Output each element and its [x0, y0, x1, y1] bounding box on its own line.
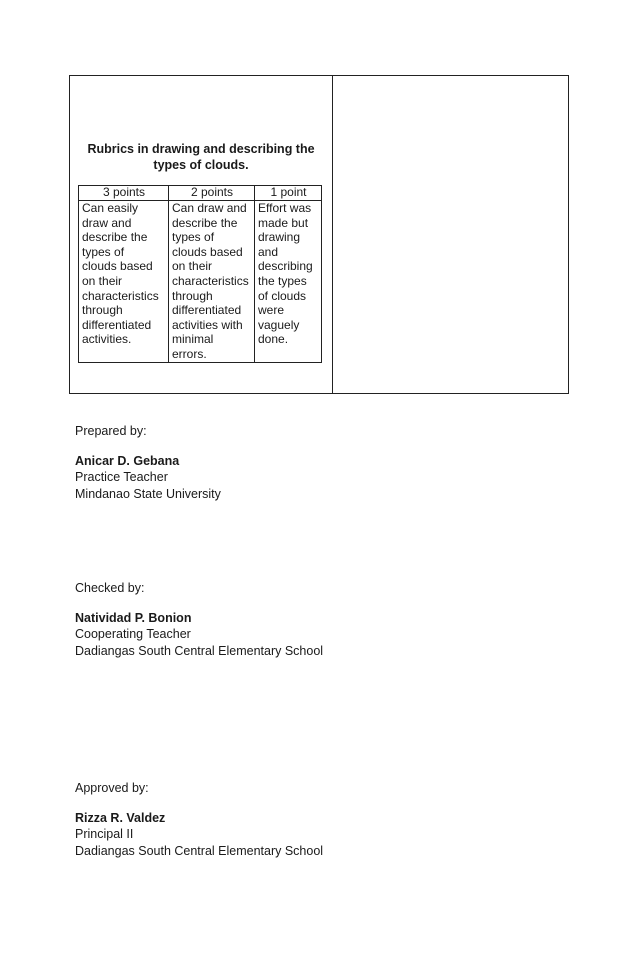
rubric-header-3-points: 3 points: [79, 186, 169, 201]
rubric-cell-line: Can draw and: [172, 201, 247, 215]
rubric-cell-line: characteristics: [82, 288, 159, 303]
prepared-by-heading: Prepared by:: [75, 424, 147, 438]
rubric-cell-line: clouds based: [172, 244, 243, 259]
rubric-cell-line: and: [258, 244, 279, 259]
lesson-plan-table: [69, 75, 569, 394]
rubric-header-row: [79, 186, 322, 201]
rubric-cell-line: drawing: [258, 230, 301, 245]
rubric-cell-line: minimal: [172, 332, 214, 347]
rubric-cell-2-points: [169, 201, 255, 363]
rubric-cell-1-point: [255, 201, 322, 363]
rubric-cell-line: characteristics: [172, 273, 249, 288]
rubric-cell-line: clouds based: [82, 259, 153, 274]
checker-role: Cooperating Teacher: [75, 627, 191, 641]
rubric-cell-line: types of: [82, 244, 125, 259]
rubric-cell-line: errors.: [172, 346, 207, 361]
rubric-header-2-points: 2 points: [169, 186, 255, 201]
rubric-cell-line: made but: [258, 215, 309, 230]
approver-name: Rizza R. Valdez: [75, 811, 166, 825]
approved-by-heading: Approved by:: [75, 781, 149, 795]
rubric-cell-line: differentiated: [82, 317, 152, 332]
rubric-cell-line: done.: [258, 332, 289, 347]
checked-by-block: [75, 580, 323, 660]
rubric-cell-line: Can easily: [82, 201, 139, 215]
rubric-cell-3-points: [79, 201, 169, 363]
rubric-cell-line: on their: [172, 259, 213, 274]
rubric-cell-line: Effort was: [258, 201, 312, 215]
rubric-cell-line: vaguely: [258, 317, 300, 332]
rubric-criteria-row: [79, 201, 322, 363]
checker-org: Dadiangas South Central Elementary School: [75, 644, 324, 658]
approver-role: Principal II: [75, 827, 134, 841]
checker-name: Natividad P. Bonion: [75, 611, 192, 625]
rubric-cell: [70, 76, 333, 393]
rubric-table: [78, 185, 322, 363]
rubric-cell-line: on their: [82, 273, 123, 288]
rubric-cell-line: describe the: [82, 230, 148, 245]
rubric-cell-line: were: [258, 303, 285, 318]
rubric-cell-line: types of: [172, 230, 215, 245]
rubric-cell-line: describe the: [172, 215, 238, 230]
prepared-by-block: [75, 423, 221, 503]
rubric-title-line1: Rubrics in drawing and describing the: [87, 142, 315, 156]
preparer-org: Mindanao State University: [75, 487, 221, 501]
rubric-cell-line: activities with: [172, 317, 243, 332]
rubric-cell-line: the types: [258, 273, 307, 288]
approver-org: Dadiangas South Central Elementary School: [75, 844, 324, 858]
empty-cell: [333, 76, 568, 393]
rubric-cell-line: draw and: [82, 215, 132, 230]
rubric-cell-line: through: [172, 288, 213, 303]
approved-by-block: [75, 780, 323, 860]
rubric-cell-line: activities.: [82, 332, 132, 347]
rubric-cell-line: describing: [258, 259, 313, 274]
rubric-cell-line: of clouds: [258, 288, 307, 303]
rubric-cell-line: through: [82, 303, 123, 318]
rubric-title: [70, 141, 332, 173]
preparer-name: Anicar D. Gebana: [75, 454, 180, 468]
rubric-title-line2: types of clouds.: [153, 158, 249, 172]
rubric-cell-line: differentiated: [172, 303, 242, 318]
preparer-role: Practice Teacher: [75, 470, 168, 484]
checked-by-heading: Checked by:: [75, 581, 145, 595]
rubric-header-1-point: 1 point: [255, 186, 322, 201]
